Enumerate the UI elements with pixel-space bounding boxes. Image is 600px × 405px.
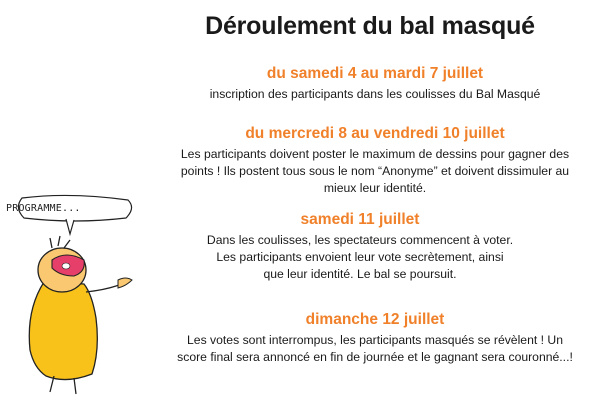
desc-line: score final sera annoncé en fin de journée et le gagnant sera couronné...!: [177, 350, 573, 364]
page-title: Déroulement du bal masqué: [205, 12, 535, 40]
masked-character-illustration: [0, 190, 150, 400]
desc-line: Les participants doivent poster le maximum de dessins pour gagner des: [180, 147, 570, 161]
desc-line: mieux leur identité.: [323, 181, 427, 195]
desc-line: inscription des participants dans les coulisses du Bal Masqué: [209, 87, 541, 101]
section-description: [150, 146, 600, 197]
hair-strands: [50, 236, 70, 248]
section-date: du samedi 4 au mardi 7 juillet: [266, 65, 484, 82]
character-drawing: [0, 190, 150, 400]
schedule-section-4: [150, 310, 600, 366]
section-date: du mercredi 8 au vendredi 10 juillet: [245, 125, 505, 142]
section-description: [170, 86, 580, 103]
schedule-section-1: [170, 64, 580, 103]
desc-line: points ! Ils postent tous sous le nom “Anonyme” et doivent dissimuler au: [180, 164, 570, 178]
speech-text: PROGRAMME...: [6, 203, 81, 214]
section-description: [190, 232, 530, 283]
section-date: dimanche 12 juillet: [305, 311, 445, 328]
schedule-section-2: [150, 124, 600, 197]
section-description: [150, 332, 600, 366]
desc-line: que leur identité. Le bal se poursuit.: [263, 267, 457, 281]
desc-line: Les votes sont interrompus, les participants masqués se révèlent ! Un: [187, 333, 563, 347]
schedule-section-3: [190, 210, 530, 283]
character-body: [29, 282, 97, 380]
section-date: samedi 11 juillet: [300, 211, 420, 228]
mask-eye: [62, 263, 70, 269]
desc-line: Dans les coulisses, les spectateurs commencent à voter.: [206, 233, 514, 247]
speech-bubble-tail: [66, 219, 74, 234]
pointing-hand: [118, 278, 132, 288]
desc-line: Les participants envoient leur vote secrètement, ainsi: [216, 250, 504, 264]
